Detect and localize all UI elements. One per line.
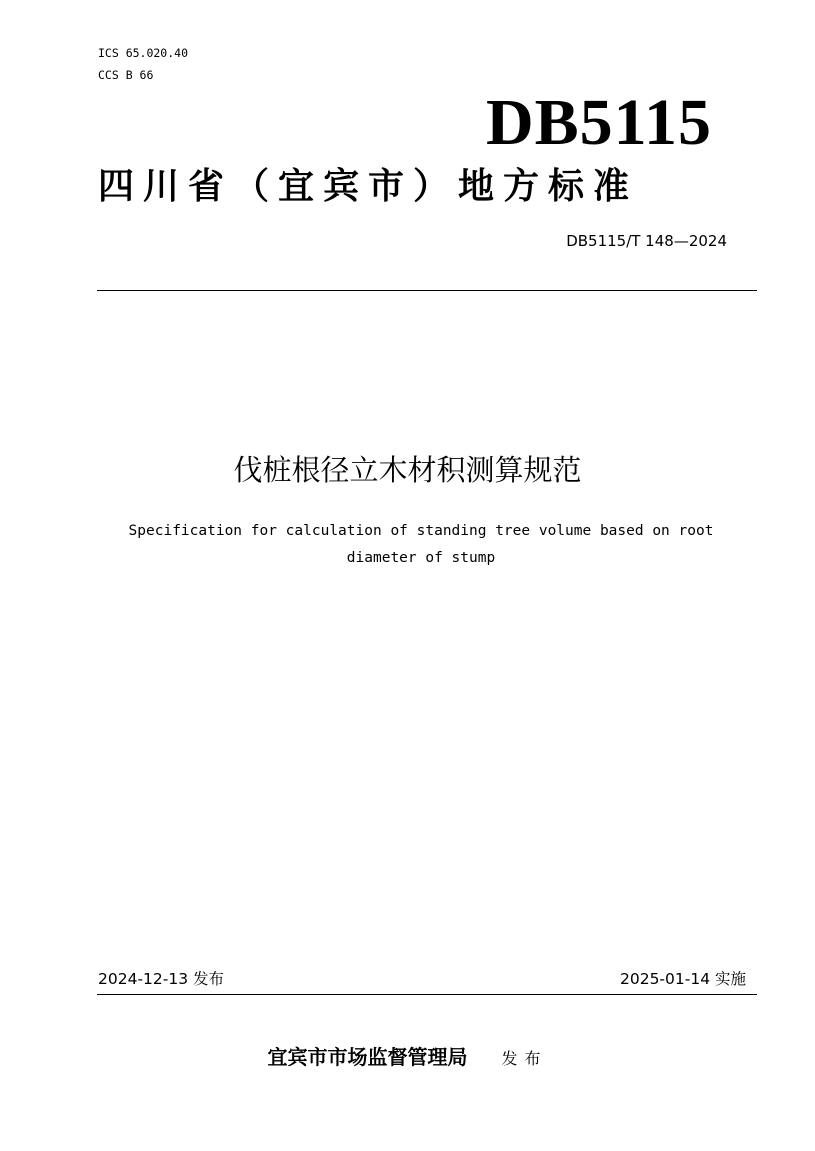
local-standard-title: 四川省（宜宾市）地方标准: [98, 166, 639, 207]
issuer-name: 宜宾市市场监督管理局: [267, 1045, 468, 1069]
top-divider: [97, 290, 757, 291]
standard-brand: DB5115: [485, 86, 712, 159]
ccs-code: CCS B 66: [98, 68, 154, 82]
issue-date: 2024-12-13 发布: [98, 970, 225, 988]
issuer-line: [0, 1042, 815, 1074]
ics-code: ICS 65.020.40: [98, 46, 189, 60]
document-subtitle: Specification for calculation of standing tree volume based on root diameter of stump: [128, 523, 714, 566]
classification-codes: [98, 42, 188, 86]
bottom-divider: [97, 994, 757, 995]
implementation-date: 2025-01-14 实施: [619, 970, 746, 988]
document-title: 伐桩根径立木材积测算规范: [233, 453, 582, 487]
standard-number: DB5115/T 148—2024: [566, 232, 727, 250]
issuer-action: 发布: [501, 1049, 548, 1068]
